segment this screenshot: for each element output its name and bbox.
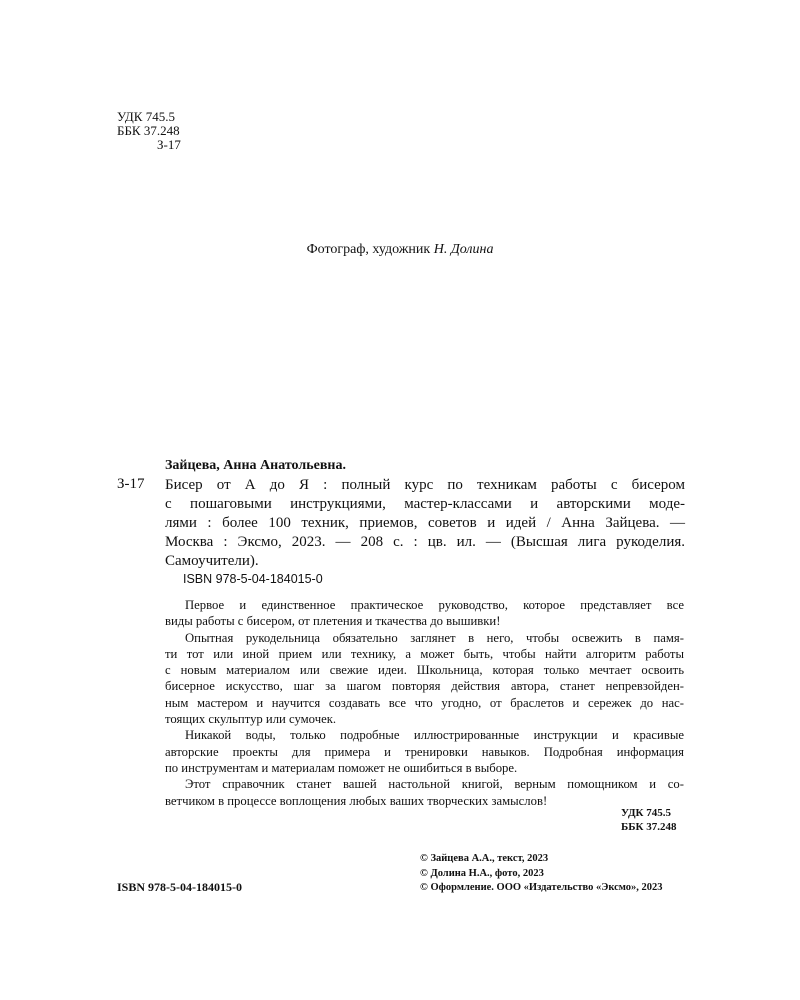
credit-name: Н. Долина [433,242,494,257]
annotation-line: Опытная рукодельница обязательно заглянет в него, чтобы освежить в памя- [185,630,684,645]
udk-value: 745.5 [145,109,175,124]
copyright-block [420,852,663,896]
bibliographic-description [165,476,685,571]
footer-udk: УДК 745.5 [621,807,672,819]
annotation-line: Никакой воды, только подробные иллюстрированные инструкции и красивые [185,728,684,743]
bbk-value: 37.248 [143,123,180,138]
isbn-catalog: ISBN 978-5-04-184015-0 [183,572,323,586]
credit-role: Фотограф, художник [306,242,431,257]
isbn-footer: ISBN 978-5-04-184015-0 [117,880,242,894]
bbk-line [117,124,181,138]
footer-codes [621,806,677,834]
annotation-line: авторские проекты для примера и тренировки навыков. Подробная информация [165,744,684,759]
annotation-line: ным мастером и научится создавать все что угодно, от браслетов и сережек до нас- [165,695,684,710]
bib-line: лями : более 100 техник, приемов, советов и идей / Анна Зайцева. — [165,515,685,531]
bbk-label: ББК [117,123,141,138]
udk-line [117,110,181,124]
annotation-line: тоящих скульптур или сумочек. [165,712,337,727]
author-mark: З-17 [117,476,145,492]
annotation-line: ти тот или иной прием или технику, а может быть, чтобы найти алгоритм работы [165,646,684,661]
classification-block [117,110,181,152]
annotation-line: по инструментам и материалам поможет не ошибиться в выборе. [165,760,518,775]
annotation [165,597,684,809]
credit-line [0,242,800,258]
footer-bbk: ББК 37.248 [621,821,677,833]
bib-line: Москва : Эксмо, 2023. — 208 с. : цв. ил. — (Высшая лига рукоделия. [165,534,685,550]
bib-line: Самоучители). [165,553,259,569]
bib-line: Бисер от А до Я : полный курс по техникам работы с бисером [165,477,685,493]
annotation-line: виды работы с бисером, от плетения и ткачества до вышивки! [165,614,501,629]
annotation-line: Этот справочник станет вашей настольной книгой, верным помощником и со- [185,777,684,792]
annotation-line: ветчиком в процессе воплощения любых ваших творческих замыслов! [165,793,548,808]
annotation-line: с новым материалом или свежие идеи. Школьница, которая только мечтает освоить [165,663,684,678]
copyright-line: © Долина Н.А., фото, 2023 [420,867,544,879]
bib-line: с пошаговыми инструкциями, мастер-классами и авторскими моде- [165,496,685,512]
copyright-line: © Зайцева А.А., текст, 2023 [420,853,549,864]
annotation-line: бисерное искусство, шаг за шагом повторяя действия автора, станет непревзойден- [165,679,684,694]
udk-label: УДК [117,109,143,124]
annotation-line: Первое и единственное практическое руководство, которое представляет все [185,598,684,612]
author-heading: Зайцева, Анна Анатольевна. [165,458,346,473]
author-mark-top: З-17 [157,137,181,152]
copyright-line: © Оформление. ООО «Издательство «Эксмо», 2023 [420,882,663,893]
